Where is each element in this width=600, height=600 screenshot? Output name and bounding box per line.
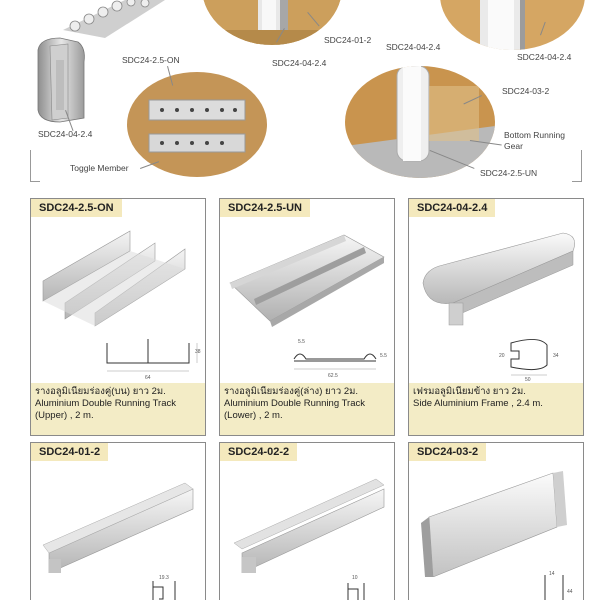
dimension-label: 50 [525,377,531,381]
dimension-label: 19.3 [159,575,169,581]
installation-diagram [0,0,600,190]
profile-01-image [35,473,203,573]
toggle-member-photo [127,72,267,177]
upper-track-image [35,221,203,331]
product-name-en-2: (Upper) , 2 m. [35,410,94,421]
dimension-label: 10 [352,575,358,581]
diagram-label-sdc24-04-2-4-left: SDC24-04-2.4 [38,129,93,139]
product-name-thai: เฟรมอลูมิเนียมข้าง ยาว 2ม. [413,386,526,397]
profile-03-image [413,467,581,577]
product-name-thai: รางอลูมิเนียมร่องคู่(บน) ยาว 2ม. [35,386,166,397]
product-code: SDC24-04-2.4 [409,199,495,217]
product-card-sdc24-2-5-un[interactable] [219,198,395,436]
product-description [409,383,583,435]
profile-02-drawing [224,571,392,600]
bottom-running-gear-photo [345,66,495,178]
product-card-sdc24-03-2[interactable] [408,442,584,600]
upper-track-drawing [35,331,203,381]
dimension-label: 5.5 [298,339,305,345]
diagram-label-bottom-running: Bottom Running [504,130,565,140]
product-card-sdc24-04-2-4[interactable] [408,198,584,436]
product-card-sdc24-02-2[interactable] [219,442,395,600]
diagram-label-toggle-member: Toggle Member [70,163,129,173]
dimension-label: 64 [145,375,151,381]
dimension-label: 38 [195,349,201,355]
profile-03-drawing [413,571,581,600]
frame-corner-photo [202,0,342,45]
dimension-label: 62.5 [328,373,338,379]
product-card-sdc24-01-2[interactable] [30,442,206,600]
product-name-en-2: (Lower) , 2 m. [224,410,283,421]
product-name-en: Aluminium Double Running Track [35,398,176,409]
product-code: SDC24-02-2 [220,443,297,461]
side-frame-photo [440,0,585,50]
dimension-label: 14 [549,571,555,577]
product-name-en: Aluminium Double Running Track [224,398,365,409]
diagram-bracket-left [30,150,40,182]
diagram-label-gear: Gear [504,141,523,151]
product-name-en: Side Aluminium Frame , 2.4 m. [413,398,543,409]
profile-01-drawing [35,571,203,600]
product-code: SDC24-2.5-ON [31,199,122,217]
diagram-label-sdc24-04-2-4-right: SDC24-04-2.4 [517,52,572,62]
diagram-bracket-right [572,150,582,182]
diagram-label-sdc24-2-5-un: SDC24-2.5-UN [480,168,538,178]
lower-track-image [224,221,392,331]
dimension-label: 5.5 [380,353,387,359]
product-code: SDC24-01-2 [31,443,108,461]
lower-track-drawing [224,331,392,381]
side-frame-profile-photo [30,30,92,125]
side-frame-drawing [413,331,581,381]
diagram-label-sdc24-2-5-on: SDC24-2.5-ON [122,55,180,65]
dimension-label: 44 [567,589,573,595]
diagram-label-sdc24-03-2: SDC24-03-2 [502,86,550,96]
dimension-label: 34 [553,353,559,359]
product-code: SDC24-03-2 [409,443,486,461]
diagram-label-sdc24-04-2-4-center: SDC24-04-2.4 [386,42,441,52]
product-description [220,383,394,435]
product-description [31,383,205,435]
product-code: SDC24-2.5-UN [220,199,310,217]
profile-02-image [224,473,392,573]
diagram-label-sdc24-01-2: SDC24-01-2 [324,35,372,45]
side-frame-image [413,221,581,331]
product-card-sdc24-2-5-on[interactable] [30,198,206,436]
dimension-label: 20 [499,353,505,359]
product-name-thai: รางอลูมิเนียมร่องคู่(ล่าง) ยาว 2ม. [224,386,359,397]
diagram-label-sdc24-04-2-4-top: SDC24-04-2.4 [272,58,327,68]
